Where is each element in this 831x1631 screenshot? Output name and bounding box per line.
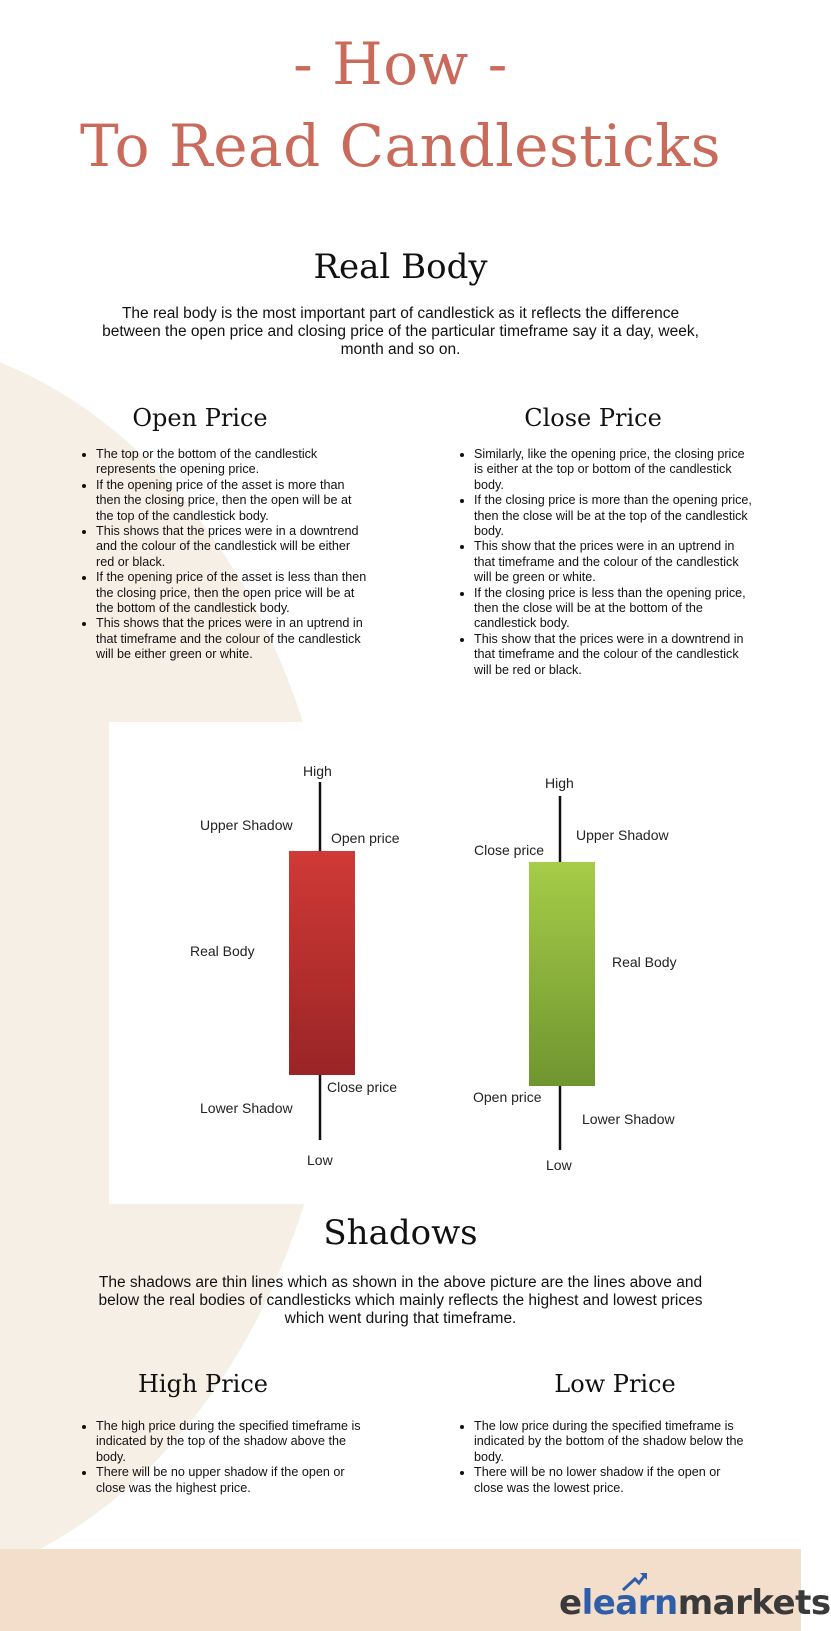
list-item: • There will be no lower shadow if the open or close was the lowest price. xyxy=(474,1465,752,1496)
bearish-open-label: Open price xyxy=(331,830,400,846)
bullish-lower-shadow-label: Lower Shadow xyxy=(582,1111,675,1127)
bullish-real-body-label: Real Body xyxy=(612,954,677,970)
list-item: • If the opening price of the asset is more than then the closing price, then the open will be at the top of the candlestick body. xyxy=(96,478,368,524)
bullish-body xyxy=(529,862,595,1086)
close-price-heading: Close Price xyxy=(524,404,662,432)
bullish-upper-shadow-label: Upper Shadow xyxy=(576,827,669,843)
bearish-real-body-label: Real Body xyxy=(190,943,255,959)
bullish-high-label: High xyxy=(545,775,574,791)
low-price-list xyxy=(456,1419,752,1496)
list-item: • If the closing price is less than the opening price, then the close will be at the bottom of the candlestick body. xyxy=(474,586,752,632)
brand-logo xyxy=(559,1583,831,1623)
low-price-heading: Low Price xyxy=(554,1370,676,1398)
high-price-list xyxy=(78,1419,368,1496)
high-price-heading: High Price xyxy=(138,1370,268,1398)
title-line-2: To Read Candlesticks xyxy=(79,112,721,180)
bullish-open-label: Open price xyxy=(473,1089,542,1105)
title-line-1: - How - xyxy=(293,30,508,98)
bullish-low-label: Low xyxy=(546,1157,572,1173)
list-item: • This show that the prices were in a downtrend in that timeframe and the colour of the candlestick will be red or black. xyxy=(474,632,752,678)
logo-part-learn: learn xyxy=(581,1583,678,1623)
logo-part-e: e xyxy=(559,1583,582,1623)
list-item: • If the closing price is more than the opening price, then the close will be at the top of the candlestick body. xyxy=(474,493,752,539)
bearish-close-label: Close price xyxy=(327,1079,398,1095)
list-item: • This show that the prices were in an uptrend in that timeframe and the colour of the candlestick will be green or white. xyxy=(474,539,752,585)
list-item: • If the opening price of the asset is less than then the closing price, then the open price will be at the bottom of the candlestick body. xyxy=(96,570,368,616)
list-item: • This shows that the prices were in a downtrend and the colour of the candlestick will be either red or black. xyxy=(96,524,368,570)
open-price-heading: Open Price xyxy=(132,404,268,432)
shadows-heading: Shadows xyxy=(323,1213,478,1253)
bearish-candle xyxy=(190,763,400,1168)
shadows-text: The shadows are thin lines which as shown in the above picture are the lines above and below the real bodies of candlesticks which mainly reflects the highest and lowest prices which went during that timeframe. xyxy=(98,1274,703,1327)
list-item: • Similarly, like the opening price, the closing price is either at the top or bottom of the candlestick body. xyxy=(474,447,752,493)
list-item: • There will be no upper shadow if the open or close was the highest price. xyxy=(96,1465,368,1496)
bearish-low-label: Low xyxy=(307,1152,333,1168)
bullish-close-label: Close price xyxy=(474,842,545,858)
real-body-heading: Real Body xyxy=(313,247,488,287)
list-item: • The top or the bottom of the candlestick represents the opening price. xyxy=(96,447,368,478)
bullish-candle xyxy=(473,775,677,1173)
bearish-lower-shadow-label: Lower Shadow xyxy=(200,1100,293,1116)
list-item: • The low price during the specified timeframe is indicated by the bottom of the shadow below the body. xyxy=(474,1419,752,1465)
bearish-high-label: High xyxy=(303,763,332,779)
list-item: • This shows that the prices were in an uptrend in that timeframe and the colour of the candlestick will be either green or white. xyxy=(96,616,368,662)
list-item: • The high price during the specified timeframe is indicated by the top of the shadow above the body. xyxy=(96,1419,368,1465)
bearish-upper-shadow-label: Upper Shadow xyxy=(200,817,293,833)
logo-part-markets: markets xyxy=(677,1583,831,1623)
real-body-text: The real body is the most important part of candlestick as it reflects the difference between the open price and closing price of the particular timeframe say it a day, week, month and so on. xyxy=(102,305,699,358)
bearish-body xyxy=(289,851,355,1075)
